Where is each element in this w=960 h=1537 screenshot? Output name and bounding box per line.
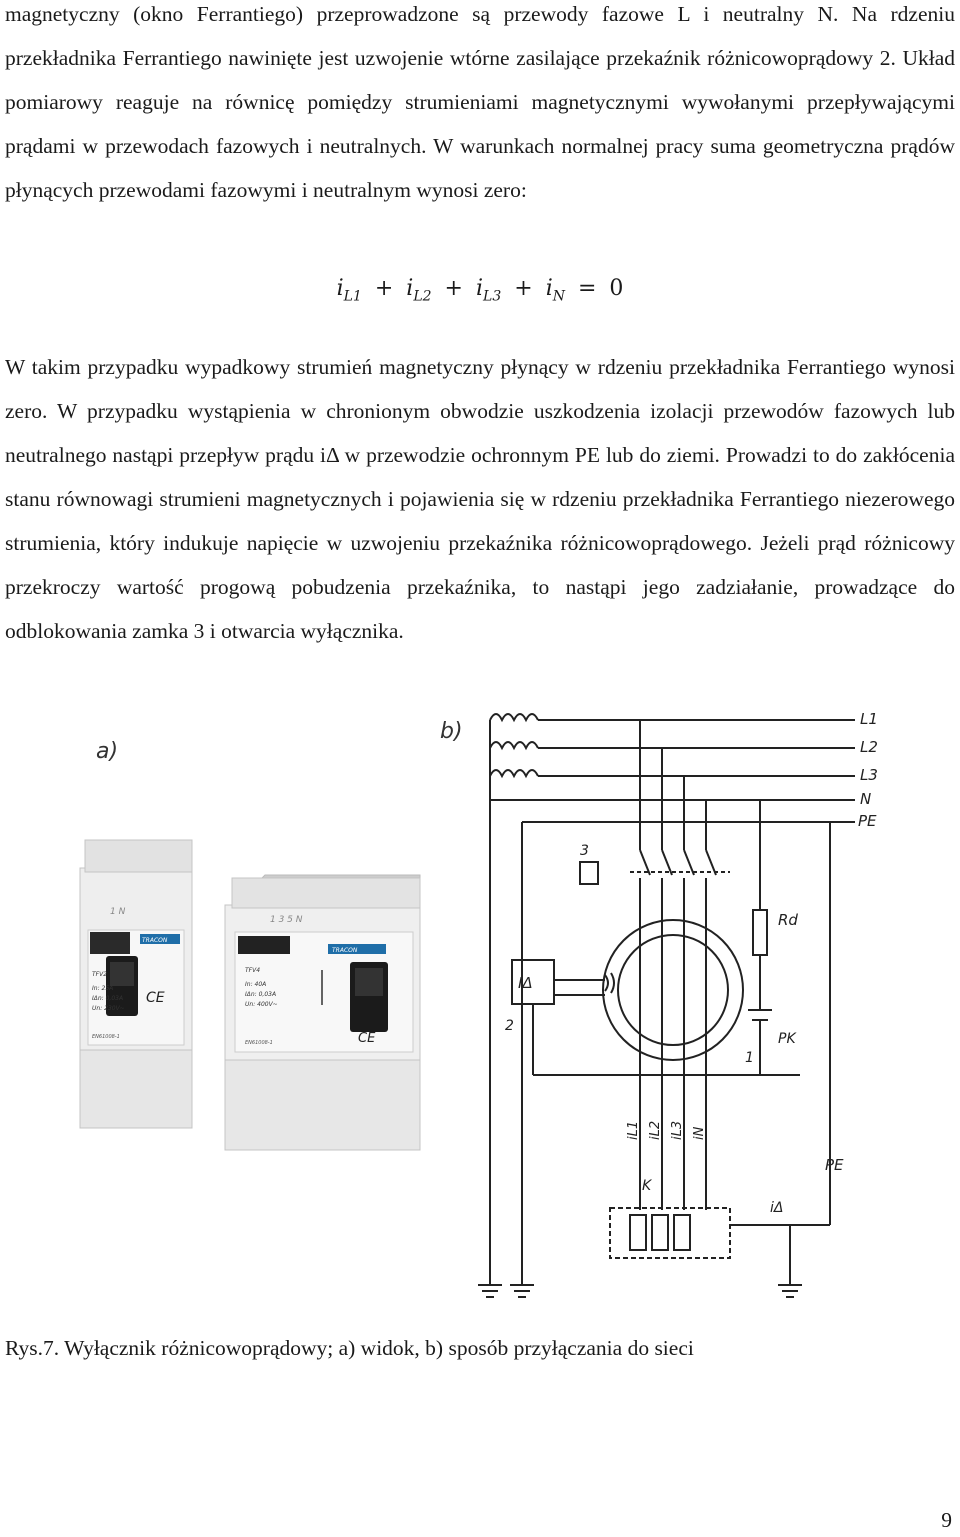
figure-caption: Rys.7. Wyłącznik różnicowoprądowy; a) widok, b) sposób przyłączania do sieci — [5, 1336, 694, 1360]
svg-text:L2: L2 — [860, 738, 878, 756]
svg-text:IΔn: 0,03A: IΔn: 0,03A — [92, 995, 124, 1002]
svg-text:L3: L3 — [860, 766, 878, 784]
svg-text:EN61008-1: EN61008-1 — [245, 1040, 273, 1046]
svg-text:In: 40A: In: 40A — [245, 981, 267, 988]
svg-text:IΔn: 0,03A: IΔn: 0,03A — [245, 991, 277, 998]
svg-text:Rd: Rd — [778, 911, 798, 929]
svg-text:K: K — [642, 1178, 652, 1194]
page-number: 9 — [941, 1508, 952, 1532]
current-sum-equation: $i_{L1} + i_{L2} + i_{L3} + i_N = 0$ — [336, 276, 624, 305]
svg-text:Un: 400V~: Un: 400V~ — [245, 1001, 278, 1008]
svg-text:TFV4: TFV4 — [245, 967, 261, 974]
rcd-photo-figure — [60, 700, 460, 1160]
svg-text:CE: CE — [358, 1031, 376, 1046]
svg-text:iΔ: iΔ — [770, 1200, 784, 1216]
svg-text:N: N — [860, 790, 872, 808]
svg-text:TRACON: TRACON — [332, 947, 358, 954]
rcd-device-4pole — [225, 875, 420, 1150]
svg-text:In: 25A: In: 25A — [92, 985, 114, 992]
svg-text:1 3 5 N: 1 3 5 N — [270, 915, 303, 925]
wiring-diagram-svg — [430, 700, 878, 1310]
svg-text:1 N: 1 N — [110, 907, 126, 917]
svg-text:iL2: iL2 — [648, 1120, 663, 1140]
svg-text:iL1: iL1 — [626, 1120, 641, 1140]
svg-text:TRACON: TRACON — [142, 937, 168, 944]
svg-text:CE: CE — [146, 990, 165, 1006]
rcd-photo-svg — [60, 700, 460, 1160]
svg-text:Un: 230V~: Un: 230V~ — [92, 1005, 125, 1012]
svg-text:EN61008-1: EN61008-1 — [92, 1034, 120, 1040]
svg-text:L1: L1 — [860, 710, 878, 728]
svg-text:PE: PE — [858, 812, 877, 830]
rcd-device-2pole — [80, 840, 192, 1128]
svg-text:3: 3 — [580, 843, 589, 859]
svg-text:2: 2 — [505, 1018, 514, 1034]
svg-text:TFV2: TFV2 — [92, 971, 108, 978]
svg-text:iN: iN — [692, 1126, 707, 1140]
svg-text:PE: PE — [825, 1156, 844, 1174]
paragraph-intro: magnetyczny (okno Ferrantiego) przeprowadzone są przewody fazowe L i neutralny N. Na rdzeniu przekładnika Ferrantiego nawinięte jest uzwojenie wtórne zasilające przekaźnik różnicowoprądowy 2. Układ pomiarowy reaguje na równicę pomiędzy strumieniami magnetycznymi wywołanymi przepływającymi prądami w przewodach fazowych i neutralnych. W warunkach normalnej pracy suma geometryczna prądów płynących przewodami fazowymi i neutralnym wynosi zero: — [5, 2, 955, 202]
paragraph-fault: W takim przypadku wypadkowy strumień magnetyczny płynący w rdzeniu przekładnika Ferrantiego wynosi zero. W przypadku wystąpienia w chronionym obwodzie uszkodzenia izolacji przewodów fazowych lub neutralnego nastąpi przepływ prądu iΔ w przewodzie ochronnym PE lub do ziemi. Prowadzi to do zakłócenia stanu równowagi strumieni magnetycznych i pojawienia się w rdzeniu przekładnika Ferrantiego niezerowego strumienia, który indukuje napięcie w uzwojeniu przekaźnika różnicowoprądowego. Jeżeli prąd różnicowy przekroczy wartość progową pobudzenia przekaźnika, to nastąpi jego zadziałanie, prowadzące do odblokowania zamka 3 i otwarcia wyłącznika. — [5, 355, 955, 643]
svg-text:iL3: iL3 — [670, 1120, 685, 1140]
svg-text:1: 1 — [745, 1050, 754, 1066]
svg-text:IΔ: IΔ — [518, 974, 533, 992]
svg-text:PK: PK — [778, 1031, 796, 1047]
diagram-label: b) — [440, 719, 463, 744]
photo-label: a) — [96, 739, 119, 764]
rcd-wiring-diagram — [430, 700, 878, 1310]
